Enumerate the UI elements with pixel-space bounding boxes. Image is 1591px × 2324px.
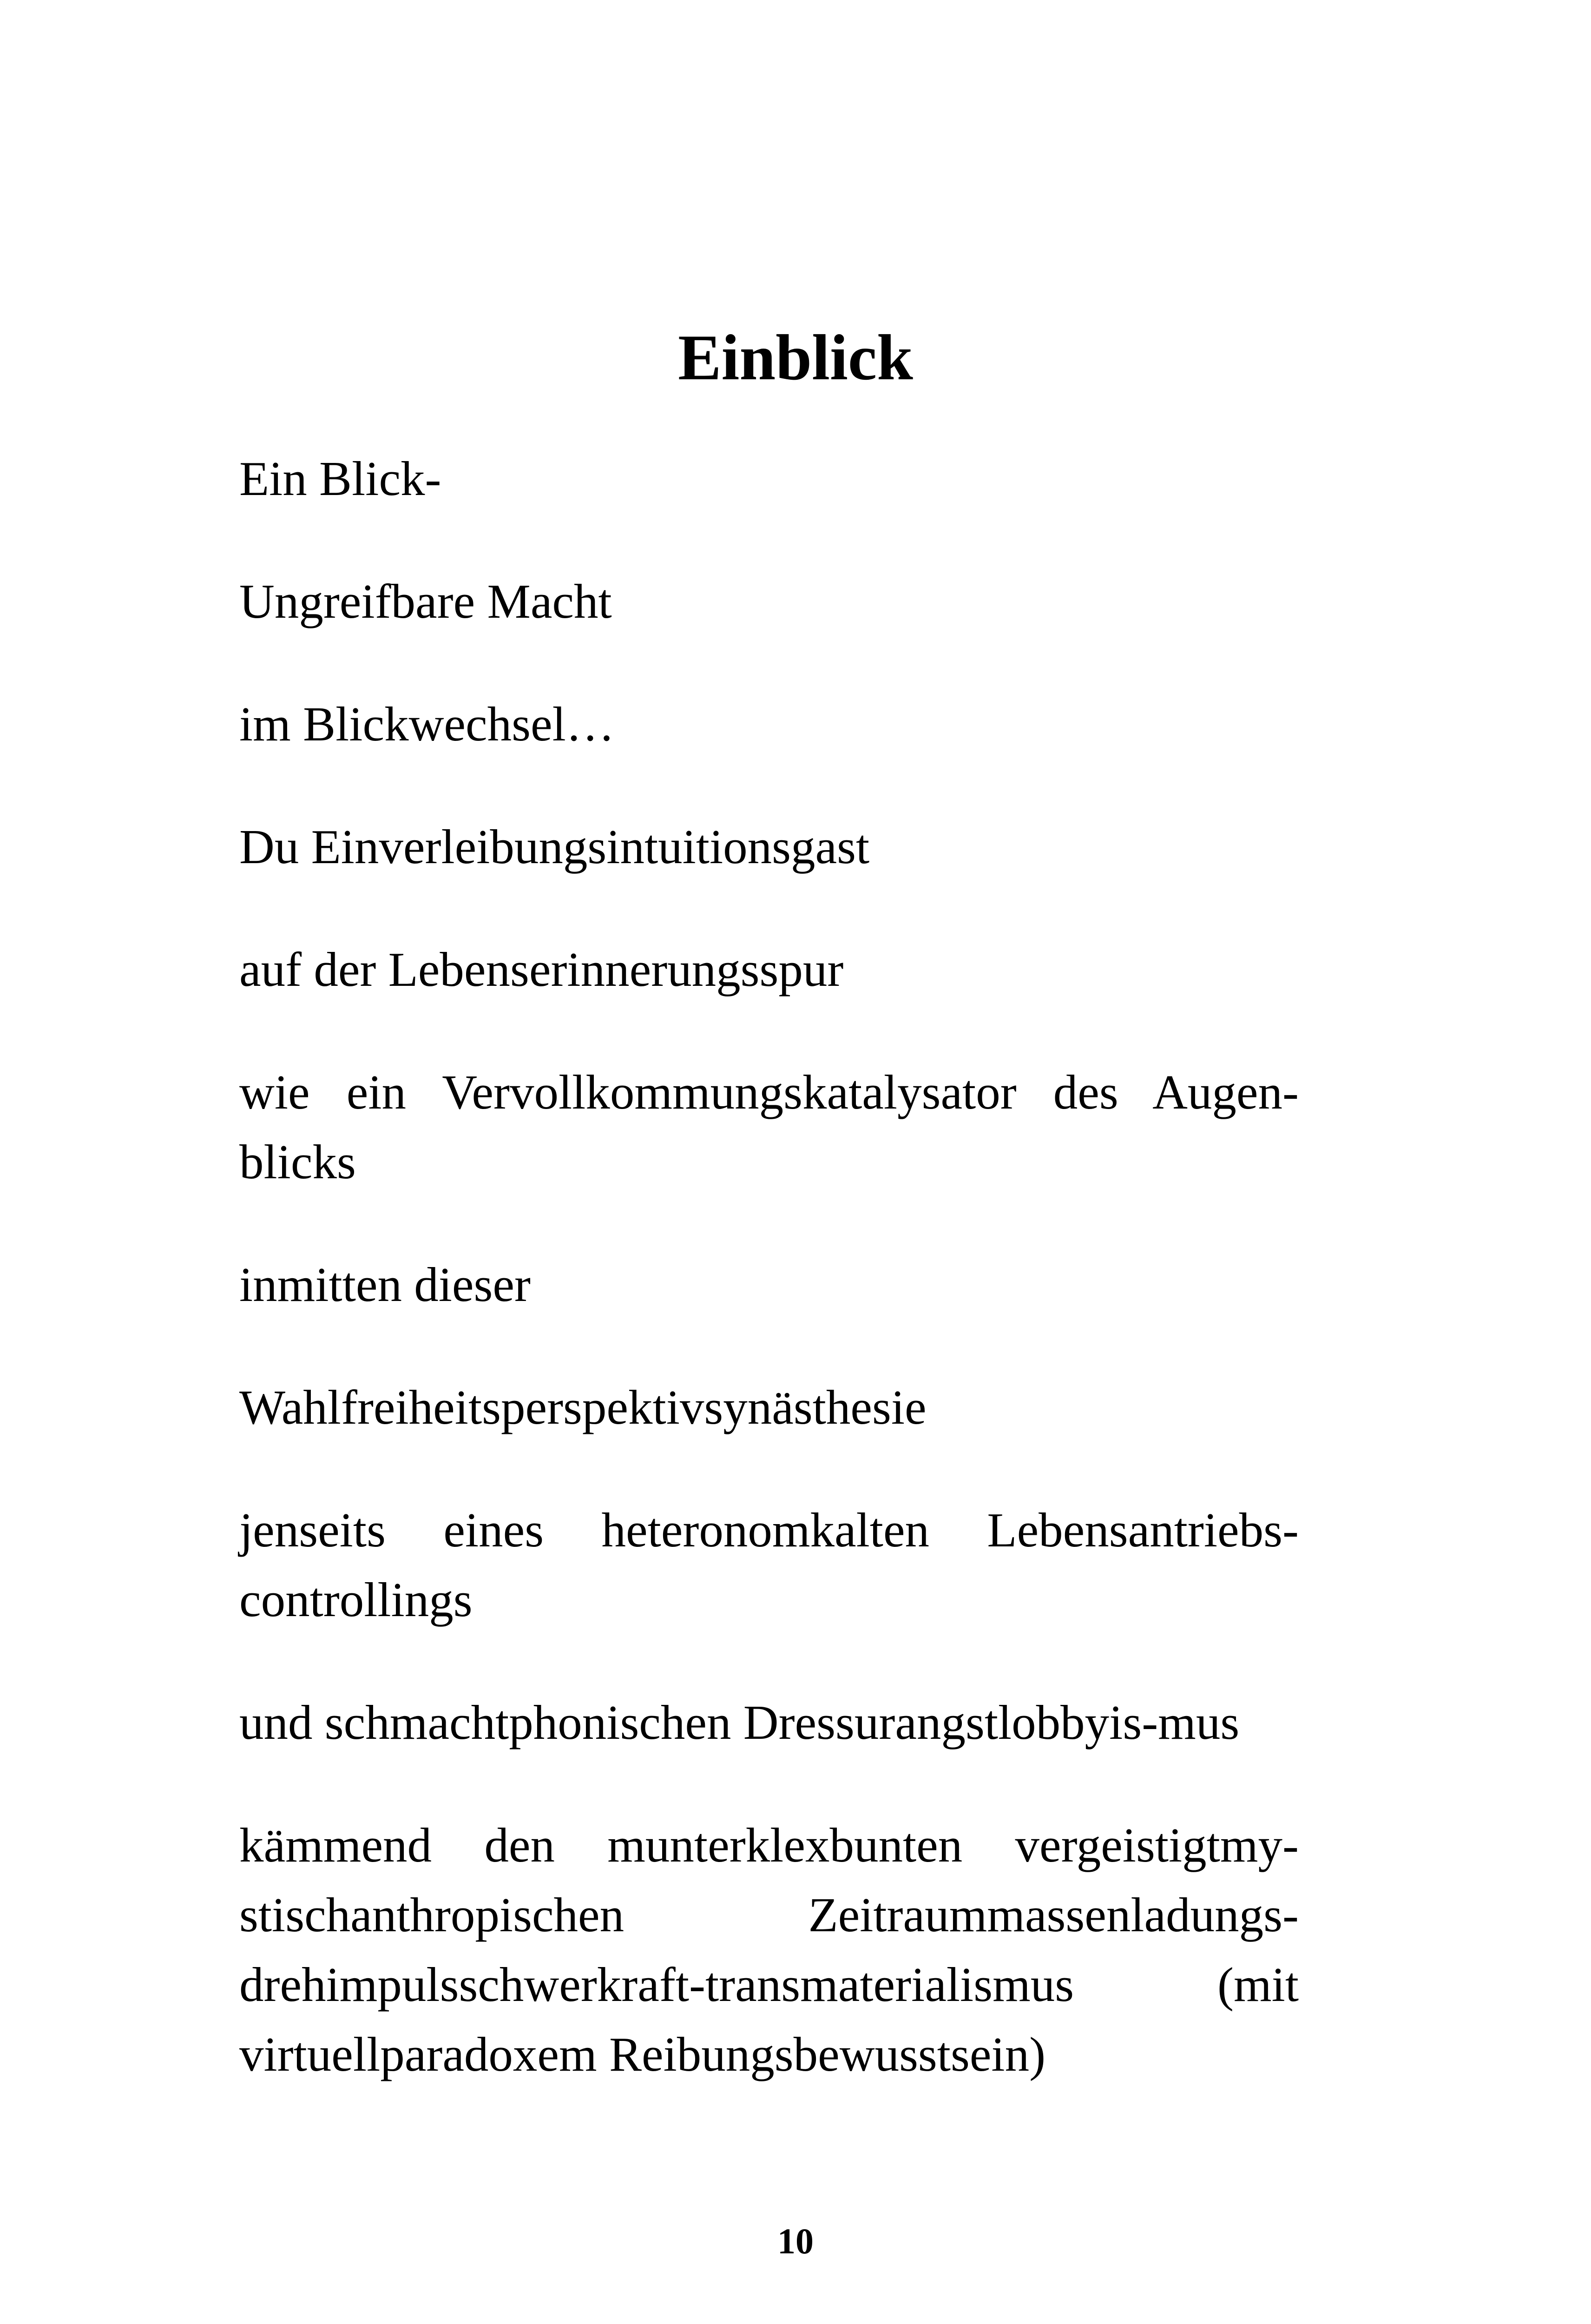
poem-line: jenseits eines heteronomkalten Lebensantriebs-controllings xyxy=(239,1503,1299,1627)
poem-title: Einblick xyxy=(678,322,913,394)
poem-line: im Blickwechsel… xyxy=(239,697,615,751)
poem-line: Wahlfreiheitsperspektivsynästhesie xyxy=(239,1380,927,1434)
page-number: 10 xyxy=(777,2221,814,2261)
poem-line: Du Einverleibungsintuitionsgast xyxy=(239,819,870,874)
poem-line: inmitten dieser xyxy=(239,1257,531,1312)
poem-line: Ungreifbare Macht xyxy=(239,574,612,628)
poem-line: kämmend den munterklexbunten vergeistigtmy-stischanthropischen Zeitraummassenladungs-drehimpulsschwerkraft-transmaterialismus (mit virtuellparadoxem Reibungsbewusstsein) xyxy=(239,1818,1299,2081)
poem-body xyxy=(239,444,1299,2142)
poem-line: und schmachtphonischen Dressurangstlobbyis-mus xyxy=(239,1695,1240,1750)
poem-line: Ein Blick- xyxy=(239,451,441,506)
poem-line: wie ein Vervollkommungskatalysator des Augen-blicks xyxy=(239,1065,1299,1189)
poem-line: auf der Lebenserinnerungsspur xyxy=(239,942,844,997)
